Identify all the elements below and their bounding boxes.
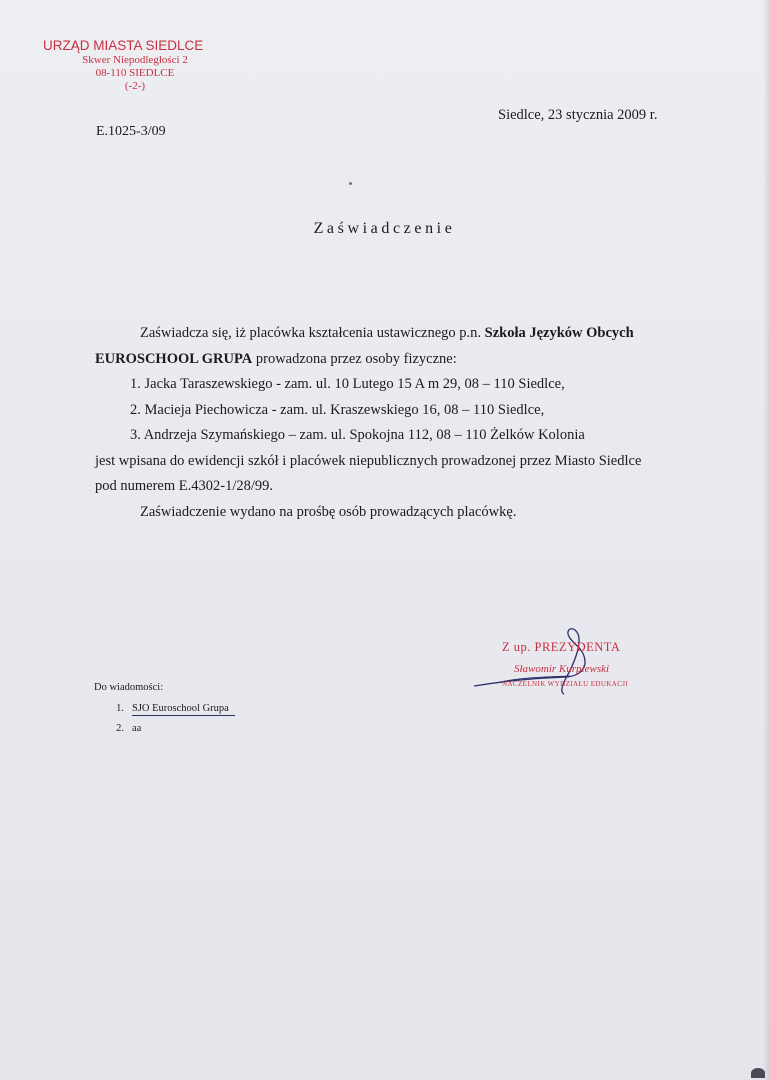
distribution-list [94,682,235,743]
school-name-part-2: EUROSCHOOL GRUPA [95,350,253,367]
stamp-line: URZĄD MIASTA SIEDLCE [43,38,204,53]
registration-line-1: jest wpisana do ewidencji szkół i placówek niepublicznych prowadzonej przez Miasto Siedlce [95,452,642,469]
intro-text-2: prowadzona przez osoby fizyczne: [255,350,457,367]
list-item: 2. Macieja Piechowicza - zam. ul. Kraszewskiego 16, 08 – 110 Siedlce, [130,401,545,418]
persons-list [95,372,715,449]
item-number: 1. [116,703,124,714]
list-item: 3. Andrzeja Szymańskiego – zam. ul. Spokojna 112, 08 – 110 Żelków Kolonia [130,427,585,443]
closing-paragraph: Zaświadczenie wydano na prośbę osób prowadzących placówkę. [140,503,517,520]
stamp-line: (-2-) [124,79,146,92]
scan-speck [349,182,352,185]
place-date: Siedlce, 23 stycznia 2009 r. [498,107,658,123]
school-name-part-1: Szkoła Języków Obcych [484,325,634,341]
scan-corner-mark [751,1068,765,1078]
distribution-label: Do wiadomości: [94,682,164,693]
document-title: Zaświadczenie [313,220,456,237]
stamp-line: 08-110 SIEDLCE [95,66,175,79]
document-body [95,321,715,525]
item-text: aa [132,723,142,734]
list-item [94,723,235,743]
office-stamp [40,38,230,93]
signature-authority: Z up. PREZYDENTA [502,640,621,654]
list-item: 1. Jacka Taraszewskiego - zam. ul. 10 Lutego 15 A m 29, 08 – 110 Siedlce, [130,376,565,392]
page-edge-shadow [763,0,769,1080]
reference-number: E.1025-3/09 [96,124,166,139]
item-text: SJO Euroschool Grupa [132,703,235,716]
signature-position: NACZELNIK WYDZIAŁU EDUKACJI [502,680,629,688]
intro-paragraph [95,321,715,347]
intro-text: Zaświadcza się, iż placówka kształcenia ustawicznego p.n. [140,325,482,341]
signature-stamp [470,620,670,710]
stamp-line: Skwer Niepodległości 2 [82,53,188,66]
registration-line-2: pod numerem E.4302-1/28/99. [95,478,274,494]
list-item [94,703,235,723]
signature-name: Sławomir Kurpiewski [514,663,610,675]
item-number: 2. [116,723,124,734]
intro-continuation [95,347,715,373]
